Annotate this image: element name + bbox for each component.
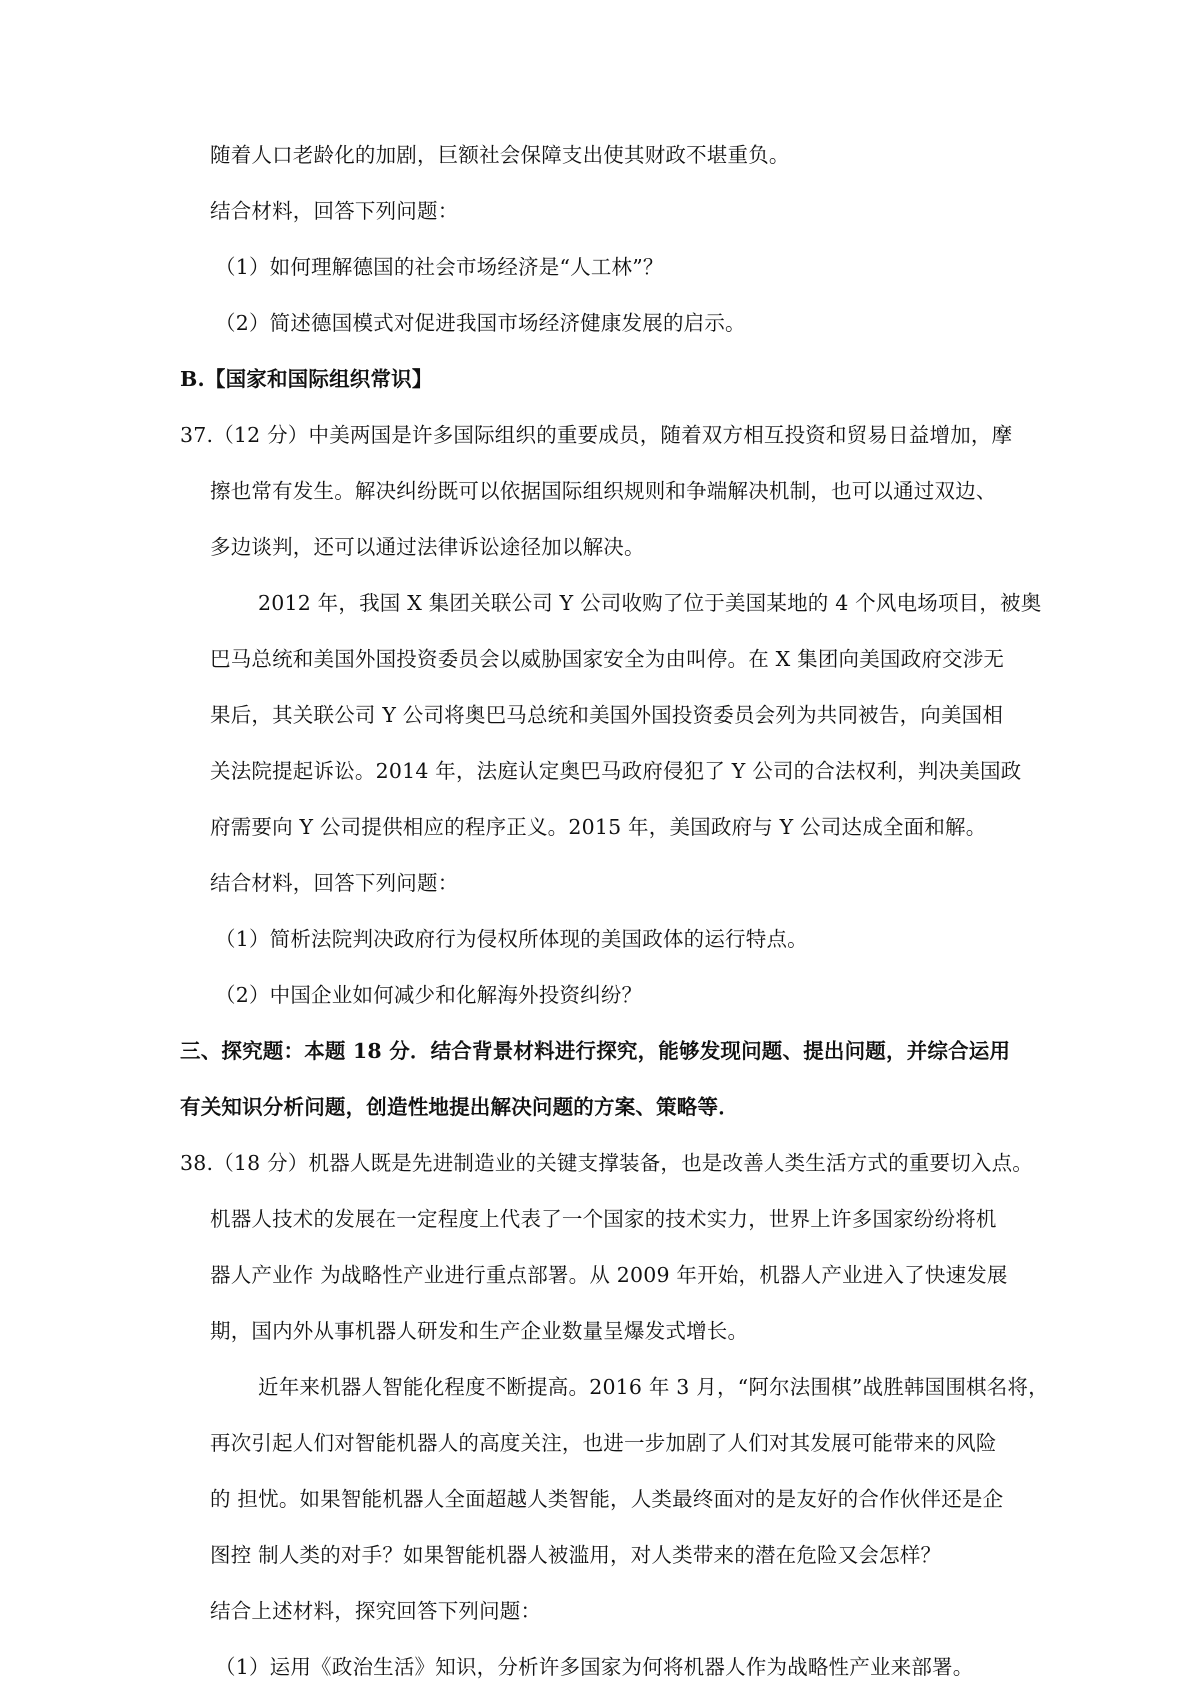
question-item-37-2: （2）中国企业如何减少和化解海外投资纠纷？ [215,983,643,1007]
material-38-line: 近年来机器人智能化程度不断提高。2016 年 3 月，“阿尔法围棋”战胜韩国围棋名将， [258,1375,1049,1399]
material-38-line: 的 担忧。如果智能机器人全面超越人类智能，人类最终面对的是友好的合作伙伴还是企 [210,1487,1004,1511]
section-heading-b: B.【国家和国际组织常识】 [180,367,433,391]
question-item-36-1: （1）如何理解德国的社会市场经济是“人工林”？ [215,255,664,279]
question-38-line: 期，国内外从事机器人研发和生产企业数量呈爆发式增长。 [210,1319,749,1343]
question-38-line: 器人产业作 为战略性产业进行重点部署。从 2009 年开始，机器人产业进入了快速发展 [210,1263,1008,1287]
question-item-37-1: （1）简析法院判决政府行为侵权所体现的美国政体的运行特点。 [215,927,808,951]
question-prompt: 结合材料，回答下列问题： [210,871,459,895]
question-37-line: 多边谈判，还可以通过法律诉讼途径加以解决。 [210,535,645,559]
material-38-line: 图控 制人类的对手？如果智能机器人被滥用，对人类带来的潜在危险又会怎样？ [210,1543,942,1567]
paragraph-line: 随着人口老龄化的加剧，巨额社会保障支出使其财政不堪重负。 [210,143,790,167]
question-item-36-2: （2）简述德国模式对促进我国市场经济健康发展的启示。 [215,311,746,335]
section-heading-3: 三、探究题：本题 18 分．结合背景材料进行探究，能够发现问题、提出问题，并综合运用 [180,1039,1011,1063]
material-37-line: 巴马总统和美国外国投资委员会以威胁国家安全为由叫停。在 X 集团向美国政府交涉无 [210,647,1005,671]
question-38-line: 机器人技术的发展在一定程度上代表了一个国家的技术实力，世界上许多国家纷纷将机 [210,1207,997,1231]
question-37-line: 37.（12 分）中美两国是许多国际组织的重要成员，随着双方相互投资和贸易日益增加，摩 [180,423,1013,447]
material-37-line: 关法院提起诉讼。2014 年，法庭认定奥巴马政府侵犯了 Y 公司的合法权利，判决美国政 [210,759,1022,783]
material-38-line: 再次引起人们对智能机器人的高度关注，也进一步加剧了人们对其发展可能带来的风险 [210,1431,997,1455]
material-37-line: 2012 年，我国 X 集团关联公司 Y 公司收购了位于美国某地的 4 个风电场项目，被奥 [258,591,1042,615]
question-37-line: 擦也常有发生。解决纠纷既可以依据国际组织规则和争端解决机制，也可以通过双边、 [210,479,997,503]
question-prompt: 结合上述材料，探究回答下列问题： [210,1599,542,1623]
material-37-line: 果后，其关联公司 Y 公司将奥巴马总统和美国外国投资委员会列为共同被告，向美国相 [210,703,1004,727]
section-heading-3: 有关知识分析问题，创造性地提出解决问题的方案、策略等． [180,1095,739,1119]
question-prompt: 结合材料，回答下列问题： [210,199,459,223]
material-37-line: 府需要向 Y 公司提供相应的程序正义。2015 年，美国政府与 Y 公司达成全面和解。 [210,815,987,839]
question-item-38-1: （1）运用《政治生活》知识，分析许多国家为何将机器人作为战略性产业来部署。 [215,1655,974,1679]
question-38-line: 38.（18 分）机器人既是先进制造业的关键支撑装备，也是改善人类生活方式的重要切入点。 [180,1151,1034,1175]
